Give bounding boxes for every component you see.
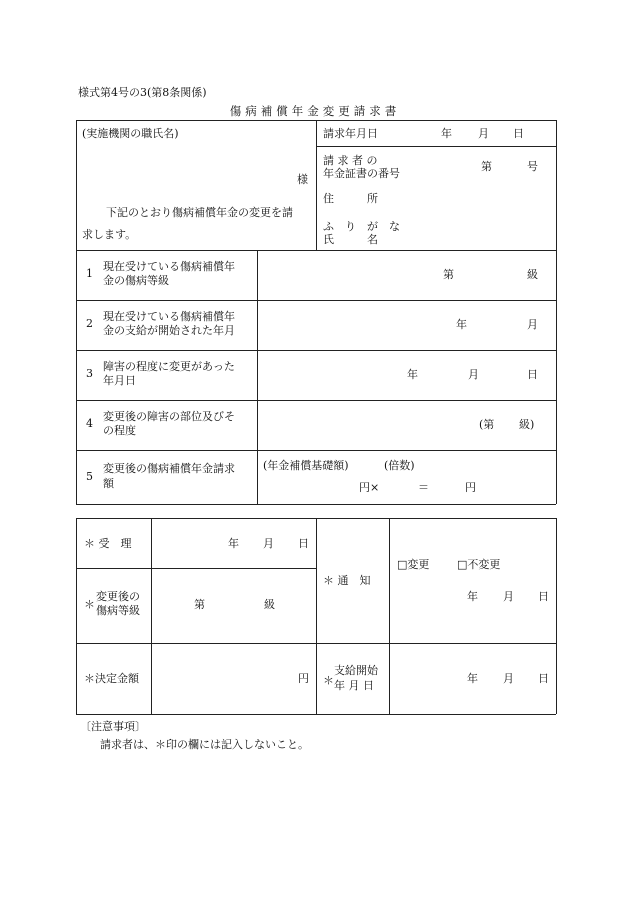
row4-number: 4 bbox=[86, 417, 93, 430]
row2-label-2: 金の支給が開始された年月 bbox=[103, 324, 235, 337]
pension-cert-label-2: 年金証書の番号 bbox=[323, 167, 400, 180]
row1-dai: 第 bbox=[443, 268, 454, 281]
request-date-tsuki: 月 bbox=[478, 127, 489, 140]
notice-nen: 年 bbox=[467, 590, 478, 603]
row1-number: 1 bbox=[86, 267, 93, 280]
receipt-tsuki: 月 bbox=[263, 537, 274, 550]
row5-label-2: 額 bbox=[103, 477, 114, 490]
payment-start-label-1: 支給開始 bbox=[334, 664, 378, 677]
row4-label-2: の程度 bbox=[103, 424, 136, 437]
row3-label-1: 障害の程度に変更があった bbox=[103, 360, 235, 373]
receipt-nen: 年 bbox=[228, 537, 239, 550]
row5-multiplier-label: (倍数) bbox=[384, 459, 415, 472]
row5-number: 5 bbox=[86, 470, 93, 483]
payment-start-hi: 日 bbox=[538, 672, 549, 685]
row5-equals: ＝ bbox=[418, 481, 429, 494]
cert-go: 号 bbox=[527, 160, 538, 173]
request-text-line1: 下記のとおり傷病補償年金の変更を請 bbox=[106, 206, 293, 219]
notes-text: 請求者は、＊印の欄には記入しないこと。 bbox=[100, 738, 309, 751]
sama-label: 様 bbox=[297, 173, 308, 186]
row3-nen: 年 bbox=[407, 368, 418, 381]
request-date-nen: 年 bbox=[441, 127, 452, 140]
grade-star: ＊ bbox=[84, 598, 95, 611]
request-date-hi: 日 bbox=[513, 127, 524, 140]
grade-dai: 第 bbox=[194, 598, 205, 611]
row3-label-2: 年月日 bbox=[103, 374, 136, 387]
row5-yen-times: 円× bbox=[359, 481, 380, 494]
grade-label-1: 変更後の bbox=[96, 590, 140, 603]
cert-dai: 第 bbox=[481, 160, 492, 173]
pension-cert-label-1: 請 求 者 の bbox=[323, 154, 378, 167]
row4-dai: (第 bbox=[479, 418, 495, 431]
row1-kyu: 級 bbox=[527, 268, 538, 281]
row3-hi: 日 bbox=[527, 368, 538, 381]
row2-nen: 年 bbox=[456, 318, 467, 331]
notice-hi: 日 bbox=[538, 590, 549, 603]
request-date-label: 請求年月日 bbox=[323, 127, 378, 140]
unchanged-checkbox[interactable]: □不変更 bbox=[457, 558, 501, 571]
row2-tsuki: 月 bbox=[527, 318, 538, 331]
row3-tsuki: 月 bbox=[468, 368, 479, 381]
payment-start-star: ＊ bbox=[323, 674, 334, 687]
payment-start-nen: 年 bbox=[467, 672, 478, 685]
decision-amount-label: ＊決定金額 bbox=[84, 672, 139, 685]
row1-label-1: 現在受けている傷病補償年 bbox=[103, 260, 235, 273]
row2-label-1: 現在受けている傷病補償年 bbox=[103, 310, 235, 323]
row4-kyu: 級) bbox=[519, 418, 535, 431]
form-title: 傷病補償年金変更請求書 bbox=[229, 104, 401, 118]
furigana-label: ふ り が な bbox=[323, 220, 400, 233]
notice-tsuki: 月 bbox=[503, 590, 514, 603]
recipient-label: (実施機関の職氏名) bbox=[82, 127, 179, 140]
row1-label-2: 金の傷病等級 bbox=[103, 274, 169, 287]
payment-start-tsuki: 月 bbox=[503, 672, 514, 685]
row5-label-1: 変更後の傷病補償年金請求 bbox=[103, 462, 235, 475]
row4-label-1: 変更後の障害の部位及びそ bbox=[103, 410, 235, 423]
row3-number: 3 bbox=[86, 367, 93, 380]
receipt-hi: 日 bbox=[298, 537, 309, 550]
changed-checkbox[interactable]: □変更 bbox=[397, 558, 430, 571]
decision-amount-yen: 円 bbox=[298, 672, 309, 685]
request-text-line2: 求します。 bbox=[82, 228, 137, 241]
notice-label: ＊ 通 知 bbox=[323, 574, 371, 587]
receipt-label: ＊ 受 理 bbox=[84, 537, 132, 550]
grade-label-2: 傷病等級 bbox=[96, 604, 140, 617]
form-number: 様式第4号の3(第8条関係) bbox=[78, 86, 207, 99]
row5-yen: 円 bbox=[465, 481, 476, 494]
row2-number: 2 bbox=[86, 317, 93, 330]
row5-base-amount-label: (年金補償基礎額) bbox=[263, 459, 349, 472]
payment-start-label-2: 年 月 日 bbox=[334, 679, 374, 692]
address-label: 住 所 bbox=[323, 192, 378, 205]
grade-kyu: 級 bbox=[264, 598, 275, 611]
notes-heading: 〔注意事項〕 bbox=[80, 720, 146, 733]
name-label: 氏 名 bbox=[323, 233, 378, 246]
